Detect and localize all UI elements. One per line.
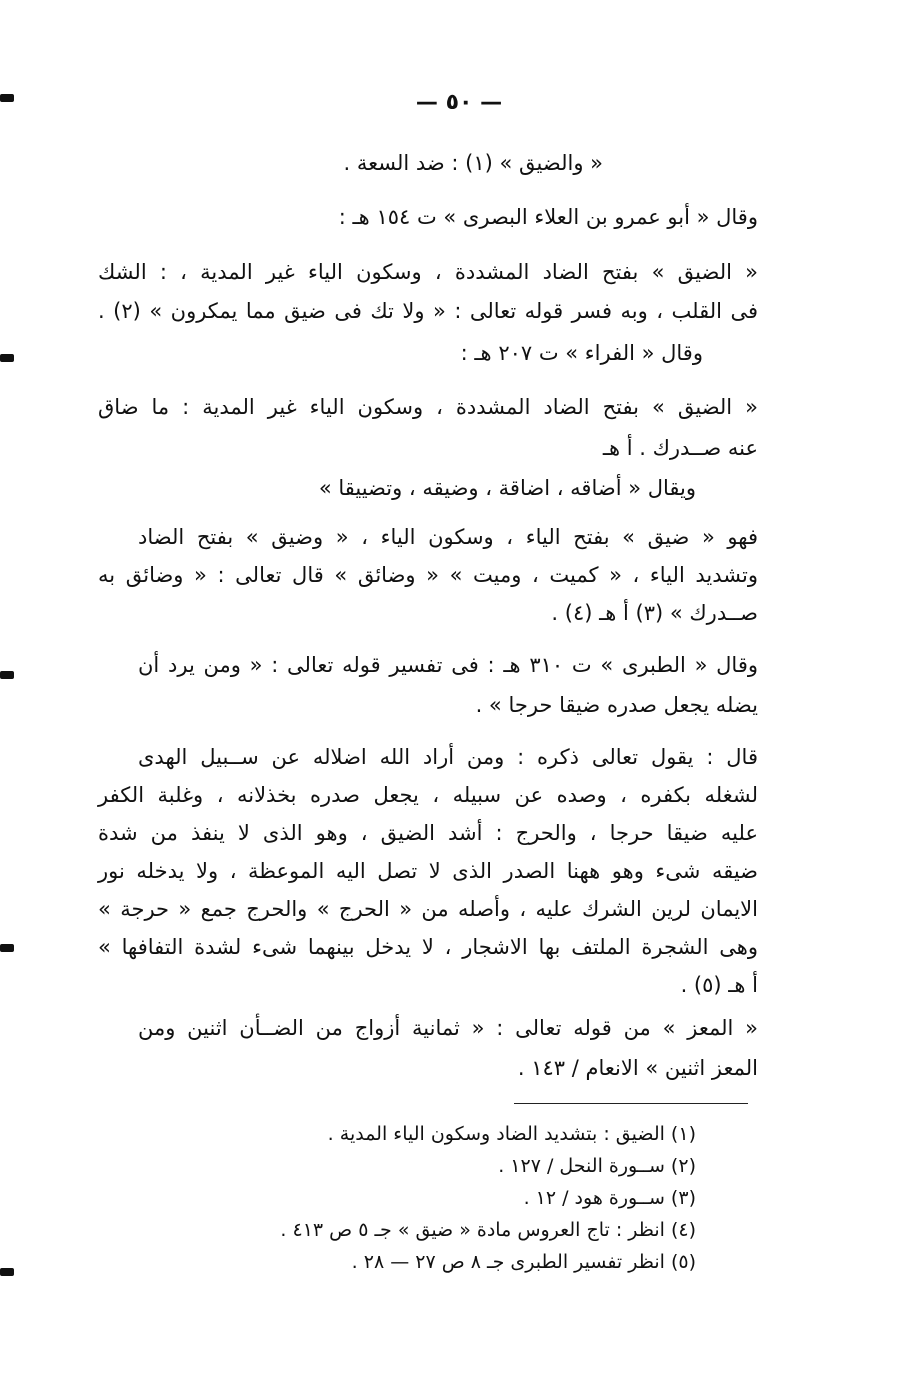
margin-mark — [0, 944, 14, 952]
footnote: (٢) ســورة النحل / ١٢٧ . — [498, 1155, 696, 1177]
text-line: وهى الشجرة الملتف بها الاشجار ، لا يدخل بينهما شىء لشدة التفافها » — [98, 935, 758, 959]
footnote: (٣) ســورة هود / ١٢ . — [523, 1187, 696, 1209]
text-line: فى القلب ، وبه فسر قوله تعالى : « ولا تك فى ضيق مما يمكرون » (٢) . — [98, 299, 758, 323]
text-line: الايمان لرين الشرك عليه ، وأصله من « الحرج » والحرج جمع « حرجة » — [98, 897, 758, 921]
text-line: « والضيق » (١) : ضد السعة . — [343, 151, 603, 175]
text-line: « الضيق » بفتح الضاد المشددة ، وسكون الياء غير المدية : ما ضاق — [98, 395, 758, 419]
text-line: عليه ضيقا حرجا ، والحرج : أشد الضيق ، وهو الذى لا ينفذ من شدة — [98, 821, 758, 845]
footnote: (٥) انظر تفسير الطبرى جـ ٨ ص ٢٧ — ٢٨ . — [351, 1251, 696, 1273]
text-line: صــدرك » (٣) أ هـ (٤) . — [551, 601, 758, 625]
footnote: (١) الضيق : بتشديد الضاد وسكون الياء المدية . — [327, 1123, 696, 1145]
text-line: المعز اثنين » الانعام / ١٤٣ . — [517, 1056, 758, 1080]
text-line: ضيقه شىء وهو ههنا الصدر الذى لا تصل اليه الموعظة ، ولا يدخله نور — [98, 859, 758, 883]
text-line: وقال « أبو عمرو بن العلاء البصرى » ت ١٥٤ هـ : — [338, 205, 758, 229]
text-line: « المعز » من قوله تعالى : « ثمانية أزواج من الضــأن اثنين ومن — [138, 1016, 758, 1040]
text-line: قال : يقول تعالى ذكره : ومن أراد الله اضلاله عن ســبيل الهدى — [138, 745, 758, 769]
footnote: (٤) انظر : تاج العروس مادة « ضيق » جـ ٥ ص ٤١٣ . — [280, 1219, 696, 1241]
text-line: « الضيق » بفتح الضاد المشددة ، وسكون الياء غير المدية ، : الشك — [98, 260, 758, 284]
margin-mark — [0, 354, 14, 362]
margin-mark — [0, 671, 14, 679]
text-line: وقال « الطبرى » ت ٣١٠ هـ : فى تفسير قوله تعالى : « ومن يرد أن — [138, 653, 758, 677]
text-line: ويقال « أضاقه ، اضاقة ، وضيقه ، وتضييقا » — [318, 476, 696, 500]
footnote-separator — [514, 1103, 748, 1104]
margin-mark — [0, 1268, 14, 1276]
text-line: يضله يجعل صدره ضيقا حرجا » . — [475, 693, 758, 717]
text-line: عنه صــدرك . أ هـ — [602, 436, 758, 460]
text-line: لشغله بكفره ، وصده عن سبيله ، يجعل صدره بخذلانه ، وغلبة الكفر — [98, 783, 758, 807]
page-number: — ٥٠ — — [415, 90, 503, 115]
text-line: أ هـ (٥) . — [680, 973, 758, 997]
text-line: وتشديد الياء ، « كميت ، وميت » « وضائق » قال تعالى : « وضائق به — [98, 563, 758, 587]
text-line: فهو « ضيق » بفتح الياء ، وسكون الياء ، « وضيق » بفتح الضاد — [138, 525, 758, 549]
text-line: وقال « الفراء » ت ٢٠٧ هـ : — [460, 341, 703, 365]
